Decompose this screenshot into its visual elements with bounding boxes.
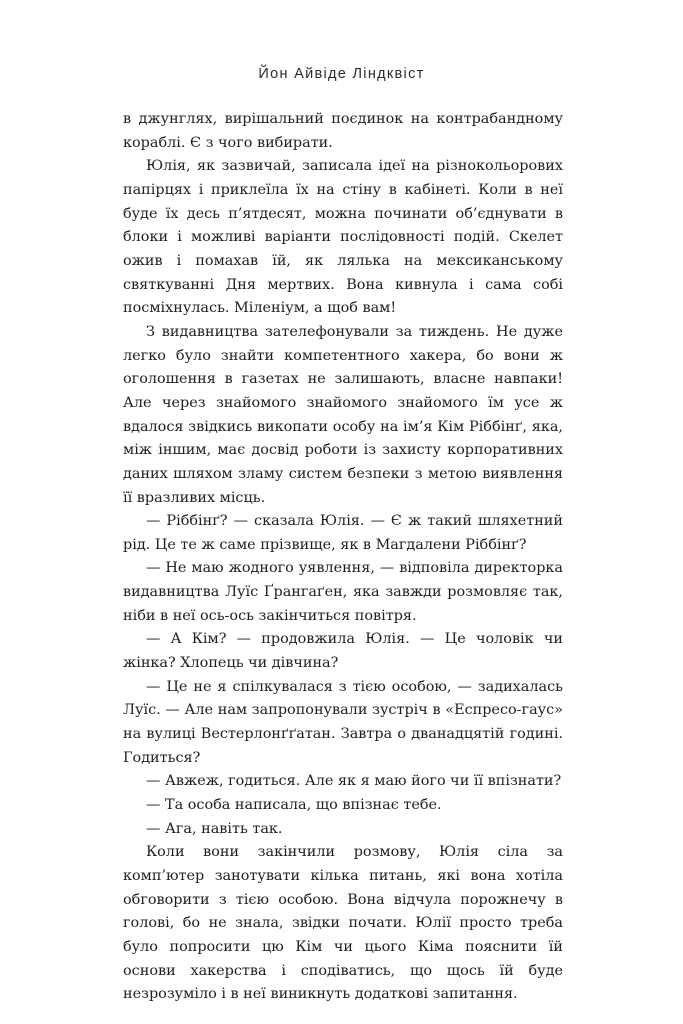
paragraph: З видавництва зателефонували за тиждень. Не дуже легко було знайти компетентного хакера, бо вони ж оголошення в газетах не залишають, власне навпаки! Але через знайомого знайомого знайомого їм усе ж вдалося звідкись викопати особу на ім’я Кім Ріббінґ, яка, між іншим, має досвід роботи із захисту корпоративних даних шляхом зламу систем безпеки з метою виявлення її вразливих місць. xyxy=(123,323,563,506)
dialogue-line: — А Кім? — продовжила Юлія. — Це чоловік чи жінка? Хлопець чи дівчина? xyxy=(123,631,563,672)
paragraph-continued: в джунглях, вирішальний поєдинок на контрабандному кораблі. Є з чого вибирати. xyxy=(123,111,563,151)
dialogue-line: — Та особа написала, що впізнає тебе. xyxy=(146,797,442,814)
dialogue-line: — Авжеж, годиться. Але як я маю його чи її впізнати? xyxy=(146,773,562,790)
dialogue-line: — Це не я спілкувалася з тією особою, — задихалась Луїс. — Але нам запропонували зустріч в «Еспресо-гаус» на вулиці Вестерлонґґатан. Завтра о дванадцятій годині. Годиться? xyxy=(123,678,563,766)
paragraph: Коли вони закінчили розмову, Юлія сіла за комп’ютер занотувати кілька питань, які вона хотіла обговорити з тією особою. Вона відчула порожнечу в голові, бо не знала, звідки почати. Юлії просто треба було попросити цю Кім чи цього Кіма пояснити їй основи хакерства і сподіватись, що щось їй буде незрозуміло і в неї виникнуть додаткові запитання. xyxy=(123,844,563,1003)
paragraph: Юлія, як зазвичай, записала ідеї на різнокольорових папірцях і приклеїла їх на стіну в кабінеті. Коли в неї буде їх десь п’ятдесят, можна починати об’єднувати в блоки і можливі варіанти послідовності подій. Скелет ожив і помахав їй, як лялька на мексиканському святкуванні Дня мертвих. Вона кивнула і сама собі посміхнулась. Міленіум, а щоб вам! xyxy=(123,158,563,317)
dialogue-line: — Ага, навіть так. xyxy=(146,820,283,837)
dialogue-line: — Не маю жодного уявлення, — відповіла директорка видавництва Луїс Ґрангаґен, яка завжди розмовляє так, ніби в неї ось-ось закінчиться повітря. xyxy=(123,560,563,624)
body-text xyxy=(123,108,563,1007)
dialogue-line: — Ріббінґ? — сказала Юлія. — Є ж такий шляхетний рід. Це те ж саме прізвище, як в Магдалени Ріббінґ? xyxy=(123,513,563,553)
running-head-author: Йон Айвіде Ліндквіст xyxy=(258,66,425,82)
